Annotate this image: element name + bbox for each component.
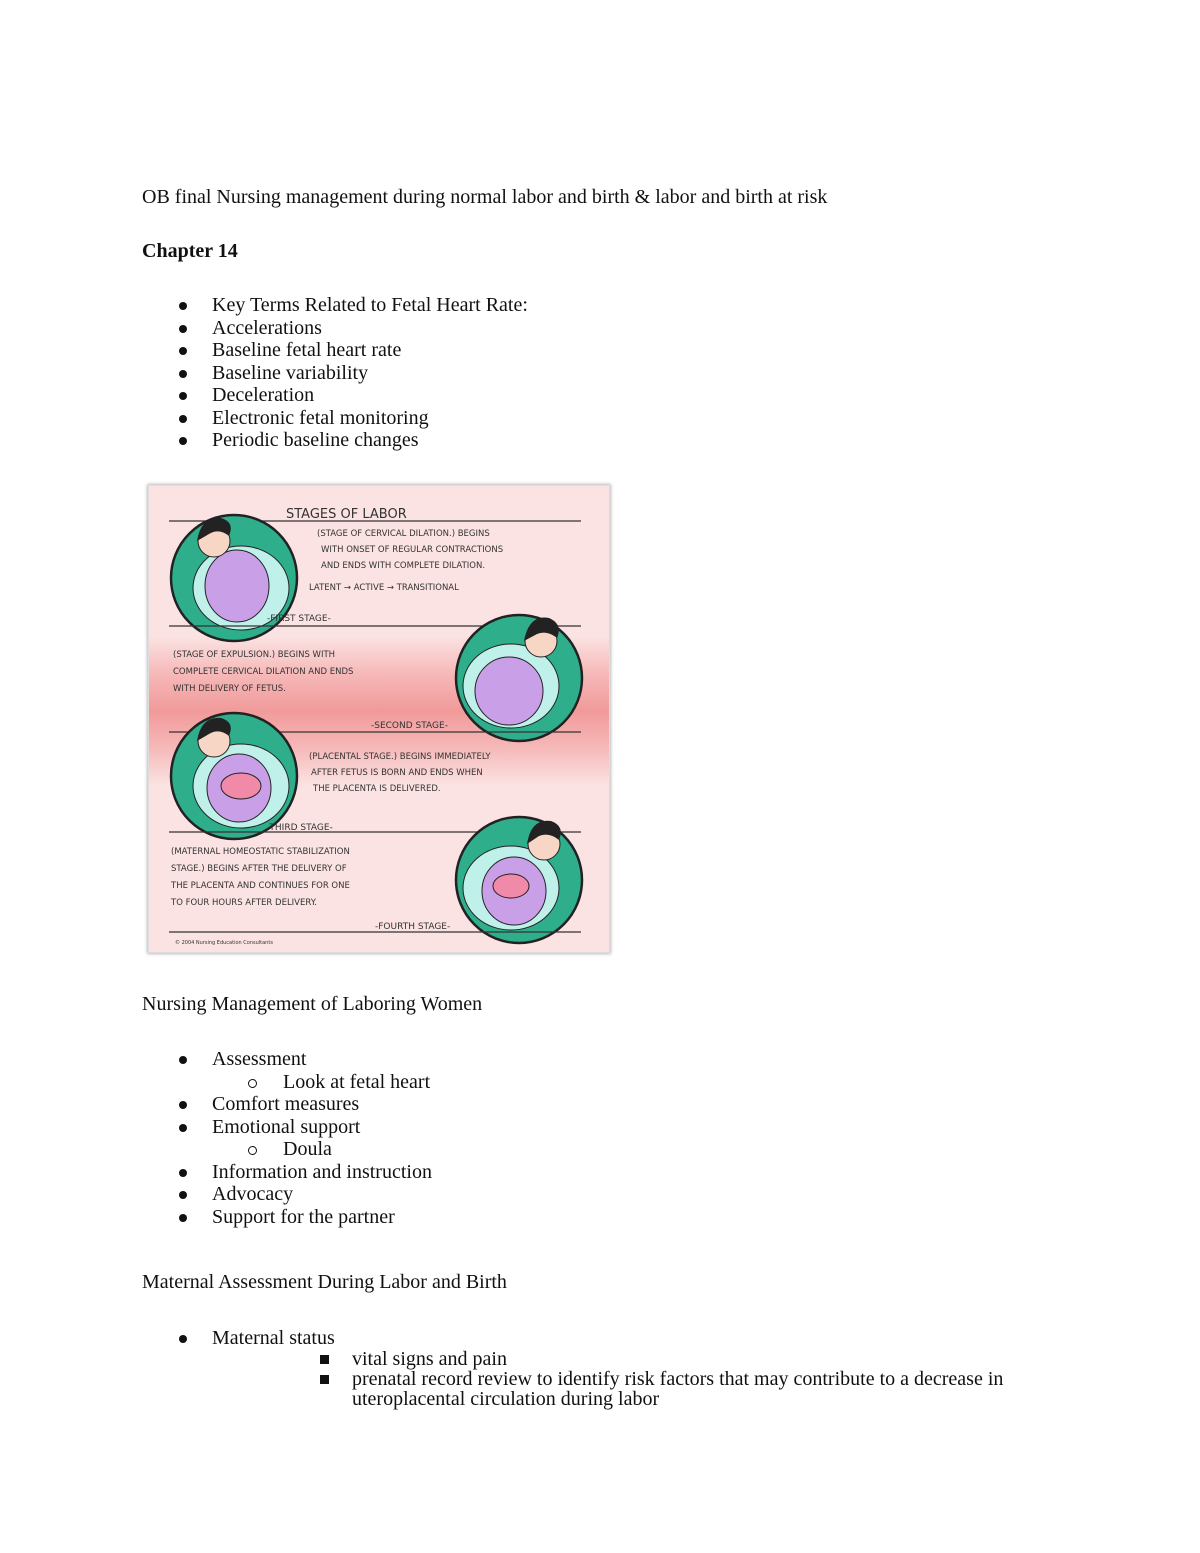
stage-text: LATENT → ACTIVE → TRANSITIONAL [309,583,459,593]
stage-label: -SECOND STAGE- [371,721,448,731]
stage-text: TO FOUR HOURS AFTER DELIVERY. [171,898,317,908]
list-item: Information and instruction [0,1161,432,1184]
maternal-assessment-heading: Maternal Assessment During Labor and Birth [142,1271,507,1293]
stage-2-illustration [456,615,582,741]
list-subitem: prenatal record review to identify risk factors that may contribute to a decrease in uteroplacental circulation during labor [0,1369,1072,1409]
stage-label: -THIRD STAGE- [267,823,333,833]
maternal-status-list [0,1327,335,1350]
list-item: Key Terms Related to Fetal Heart Rate: [0,294,528,317]
nursing-management-list [0,1048,432,1228]
list-item: Advocacy [0,1183,432,1206]
stage-text: THE PLACENTA IS DELIVERED. [313,784,441,794]
stage-text: AFTER FETUS IS BORN AND ENDS WHEN [311,768,483,778]
figure-copyright: © 2004 Nursing Education Consultants [175,940,273,946]
list-item: Assessment [0,1048,432,1071]
list-item: Deceleration [0,384,528,407]
maternal-status-sublist [0,1349,1072,1409]
stage-text: WITH ONSET OF REGULAR CONTRACTIONS [321,545,504,555]
list-subitem: Doula [0,1138,432,1161]
stage-text: COMPLETE CERVICAL DILATION AND ENDS [173,667,354,677]
stage-text: (STAGE OF CERVICAL DILATION.) BEGINS [317,529,490,539]
list-item: Emotional support [0,1116,432,1139]
stage-text: (MATERNAL HOMEOSTATIC STABILIZATION [171,847,350,857]
nursing-management-heading: Nursing Management of Laboring Women [142,993,483,1015]
list-item: Electronic fetal monitoring [0,407,528,430]
stage-text: (STAGE OF EXPULSION.) BEGINS WITH [173,650,336,660]
stage-3-illustration [171,713,297,839]
list-item: Support for the partner [0,1206,432,1229]
list-item: Baseline fetal heart rate [0,339,528,362]
stage-label: -FOURTH STAGE- [375,922,451,932]
stage-text: (PLACENTAL STAGE.) BEGINS IMMEDIATELY [309,752,491,762]
chapter-heading: Chapter 14 [142,240,238,262]
stage-label: -FIRST STAGE- [267,614,331,624]
stages-of-labor-illustration [148,485,610,953]
document-title: OB final Nursing management during normal labor and birth & labor and birth at risk [142,186,828,208]
list-item: Accelerations [0,317,528,340]
stage-text: STAGE.) BEGINS AFTER THE DELIVERY OF [171,864,347,874]
stage-text: THE PLACENTA AND CONTINUES FOR ONE [171,881,350,891]
list-item: Comfort measures [0,1093,432,1116]
list-item: Baseline variability [0,362,528,385]
list-item: Maternal status [0,1327,335,1350]
list-item: Periodic baseline changes [0,429,528,452]
stage-text: WITH DELIVERY OF FETUS. [173,684,286,694]
key-terms-list [0,294,528,452]
figure-title: STAGES OF LABOR [286,507,407,522]
stage-text: AND ENDS WITH COMPLETE DILATION. [321,561,486,571]
list-subitem: Look at fetal heart [0,1071,432,1094]
list-subitem: vital signs and pain [0,1349,1072,1369]
stage-4-illustration [456,817,582,943]
